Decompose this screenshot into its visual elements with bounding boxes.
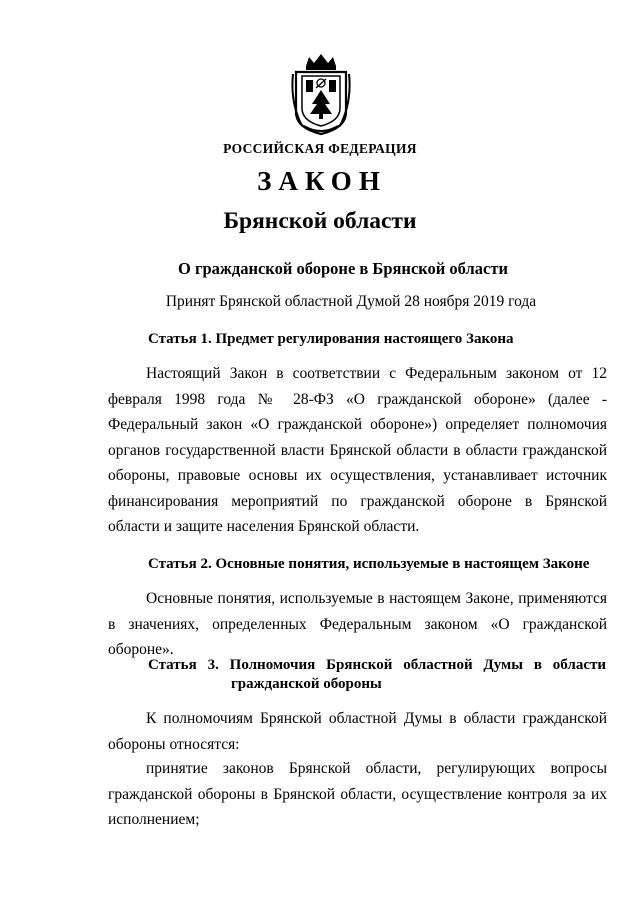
country-name: РОССИЙСКАЯ ФЕДЕРАЦИЯ (223, 141, 417, 156)
article-3-heading-continued: гражданской обороны (231, 676, 382, 692)
article-1-heading: Статья 1. Предмет регулирования настоящего Закона (148, 331, 514, 347)
law-heading: ЗАКОН (257, 166, 387, 196)
article-1-text: Настоящий Закон в соответствии с Федеральным законом от 12 февраля 1998 года № 28-ФЗ «О гражданской обороне» (далее - Федеральный закон «О гражданской обороне») определяет полномочия органов государственной власти Брянской области в области гражданской обороны, правовые основы их осуществления, устанавливает источник финансирования мероприятий по гражданской обороне в Брянской области и защите населения Брянской области. (108, 365, 607, 535)
law-title: О гражданской обороне в Брянской области (178, 259, 508, 278)
adoption-note: Принят Брянской областной Думой 28 ноября 2019 года (165, 293, 537, 310)
article-3-heading: Статья 3. Полномочия Брянской областной Думы в области (148, 657, 606, 673)
coat-of-arms-emblem (290, 52, 352, 136)
article-2-heading: Статья 2. Основные понятия, используемые в настоящем Законе (148, 556, 590, 572)
region-name: Брянской области (223, 208, 417, 234)
article-3-item-1: принятие законов Брянской области, регулирующих вопросы гражданской обороны в Брянской области, осуществление контроля за их исполнением; (108, 760, 607, 828)
article-2-text: Основные понятия, используемые в настоящем Законе, применяются в значениях, определенных Федеральным законом «О гражданской обороне». (108, 590, 607, 658)
article-3-intro: К полномочиям Брянской областной Думы в области гражданской обороны относятся: (108, 710, 607, 753)
